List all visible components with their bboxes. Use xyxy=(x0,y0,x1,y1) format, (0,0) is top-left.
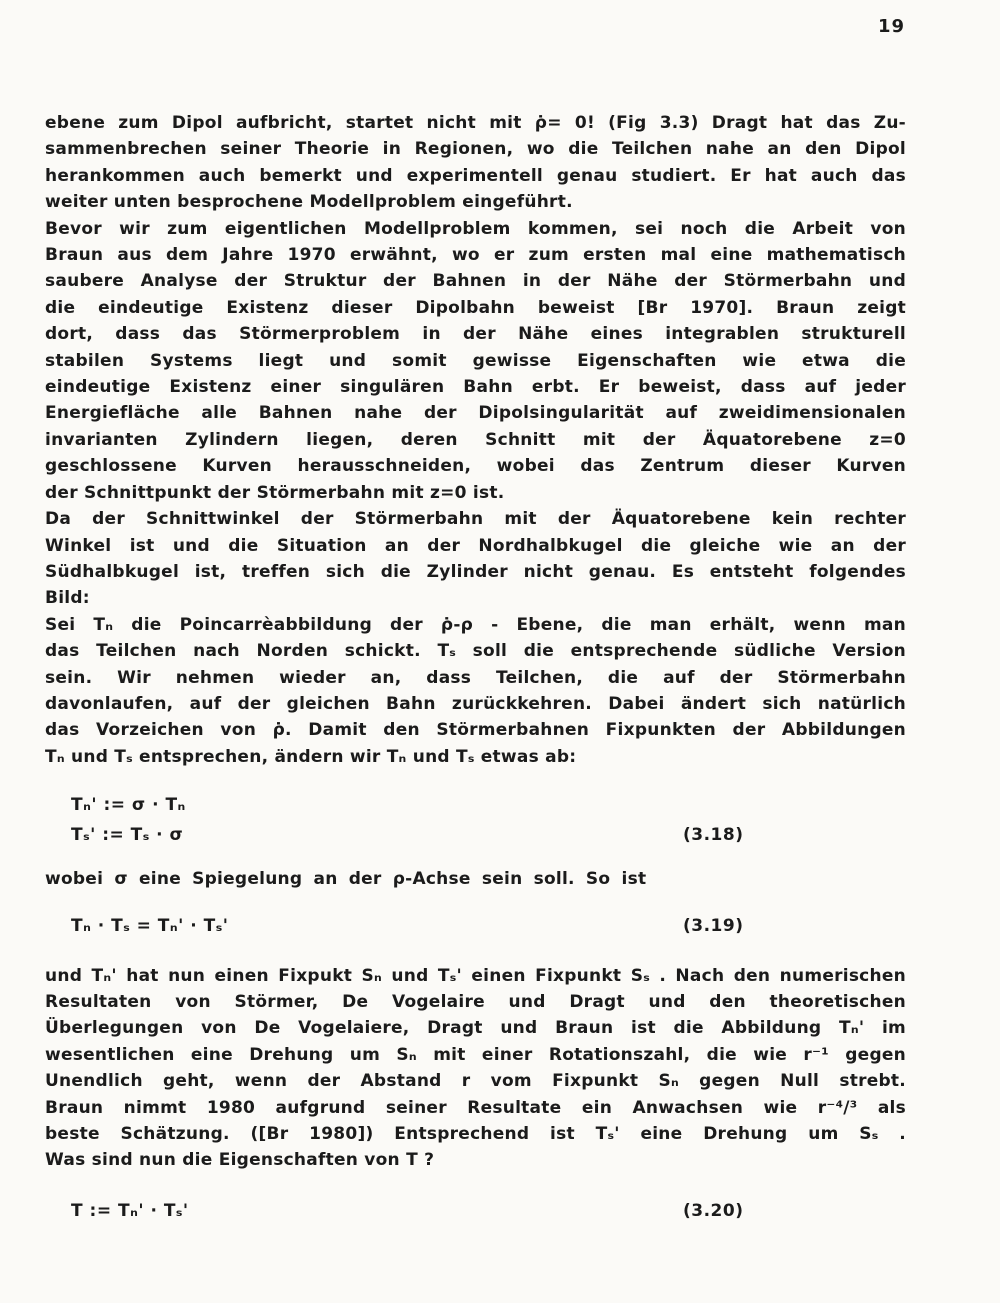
equation-line xyxy=(45,820,906,850)
text-line: Sei Tₙ die Poincarrèabbildung der ρ̇-ρ - Ebene, die man erhält, wenn man xyxy=(45,614,906,635)
text-line: Überlegungen von De Vogelaiere, Dragt und Braun ist die Abbildung Tₙ' im xyxy=(45,1018,906,1039)
paragraph xyxy=(45,612,906,770)
equation-number: (3.19) xyxy=(683,915,744,936)
text-line: das Teilchen nach Norden schickt. Tₛ soll die entsprechende südliche Version xyxy=(45,641,906,662)
text-line: Winkel ist und die Situation an der Nordhalbkugel die gleiche wie an der xyxy=(45,535,906,556)
paragraph xyxy=(45,216,906,506)
text-line: invarianten Zylindern liegen, deren Schnitt mit der Äquatorebene z=0 xyxy=(45,429,906,450)
equation-3-18 xyxy=(45,790,906,850)
text-line: stabilen Systems liegt und somit gewisse Eigenschaften wie etwa die xyxy=(45,350,906,371)
text-line: eindeutige Existenz einer singulären Bahn erbt. Er beweist, dass auf jeder xyxy=(45,377,906,398)
equation-3-19 xyxy=(45,911,906,941)
page-number: 19 xyxy=(877,16,905,37)
text-line: Unendlich geht, wenn der Abstand r vom Fixpunkt Sₙ gegen Null strebt. xyxy=(45,1071,906,1092)
text-line: sein. Wir nehmen wieder an, dass Teilchen, die auf der Störmerbahn xyxy=(45,667,906,688)
paragraph xyxy=(45,963,906,1174)
text-line: sammenbrechen seiner Theorie in Regionen, wo die Teilchen nahe an den Dipol xyxy=(45,139,906,160)
text-line: ebene zum Dipol aufbricht, startet nicht mit ρ̇= 0! (Fig 3.3) Dragt hat das Zu- xyxy=(45,113,906,133)
text-line: Braun aus dem Jahre 1970 erwähnt, wo er zum ersten mal eine mathematisch xyxy=(45,245,906,266)
text-line: dort, dass das Störmerproblem in der Nähe eines integrablen strukturell xyxy=(45,324,906,345)
paragraph xyxy=(45,110,906,216)
text-line: saubere Analyse der Struktur der Bahnen in der Nähe der Störmerbahn und xyxy=(45,271,906,292)
text-line: Da der Schnittwinkel der Störmerbahn mit der Äquatorebene kein rechter xyxy=(45,509,906,530)
text-line: Braun nimmt 1980 aufgrund seiner Resultate ein Anwachsen wie r⁻⁴/³ als xyxy=(45,1097,906,1118)
text-line: und Tₙ' hat nun einen Fixpukt Sₙ und Tₛ' einen Fixpunkt Sₛ . Nach den numerischen xyxy=(45,965,906,986)
equation-number: (3.20) xyxy=(683,1200,744,1221)
equation-line xyxy=(45,911,906,941)
text-line: geschlossene Kurven herausschneiden, wobei das Zentrum dieser Kurven xyxy=(45,456,906,477)
text-line: wobei σ eine Spiegelung an der ρ-Achse sein soll. So ist xyxy=(45,869,647,890)
equation-text: Tₛ' := Tₛ · σ xyxy=(71,825,184,846)
text-line: Was sind nun die Eigenschaften von T ? xyxy=(45,1150,435,1171)
text-line: Bild: xyxy=(45,588,90,609)
paragraph xyxy=(45,506,906,612)
text-line: der Schnittpunkt der Störmerbahn mit z=0 ist. xyxy=(45,482,505,503)
text-line: Resultaten von Störmer, De Vogelaire und Dragt und den theoretischen xyxy=(45,991,906,1012)
text-line: Südhalbkugel ist, treffen sich die Zylinder nicht genau. Es entsteht folgendes xyxy=(45,561,906,582)
text-line: Bevor wir zum eigentlichen Modellproblem kommen, sei noch die Arbeit von xyxy=(45,218,906,239)
text-body xyxy=(45,110,906,1228)
text-line: davonlaufen, auf der gleichen Bahn zurückkehren. Dabei ändert sich natürlich xyxy=(45,693,906,714)
text-line: beste Schätzung. ([Br 1980]) Entsprechend ist Tₛ' eine Drehung um Sₛ . xyxy=(45,1124,906,1144)
equation-text: Tₙ · Tₛ = Tₙ' · Tₛ' xyxy=(71,915,229,936)
text-line: Energiefläche alle Bahnen nahe der Dipolsingularität auf zweidimensionalen xyxy=(45,403,906,424)
equation-text: T := Tₙ' · Tₛ' xyxy=(71,1200,189,1221)
equation-line xyxy=(45,1196,906,1226)
equation-line xyxy=(45,790,906,820)
text-line: die eindeutige Existenz dieser Dipolbahn beweist [Br 1970]. Braun zeigt xyxy=(45,297,906,318)
equation-text: Tₙ' := σ · Tₙ xyxy=(71,795,186,816)
text-line: weiter unten besprochene Modellproblem eingeführt. xyxy=(45,192,573,213)
equation-number: (3.18) xyxy=(683,825,744,846)
text-line: das Vorzeichen von ρ̇. Damit den Störmerbahnen Fixpunkten der Abbildungen xyxy=(45,720,906,741)
text-line: herankommen auch bemerkt und experimentell genau studiert. Er hat auch das xyxy=(45,165,906,186)
equation-3-20 xyxy=(45,1196,906,1226)
text-line: Tₙ und Tₛ entsprechen, ändern wir Tₙ und Tₛ etwas ab: xyxy=(45,746,577,767)
text-line: wesentlichen eine Drehung um Sₙ mit einer Rotationszahl, die wie r⁻¹ gegen xyxy=(45,1044,906,1065)
